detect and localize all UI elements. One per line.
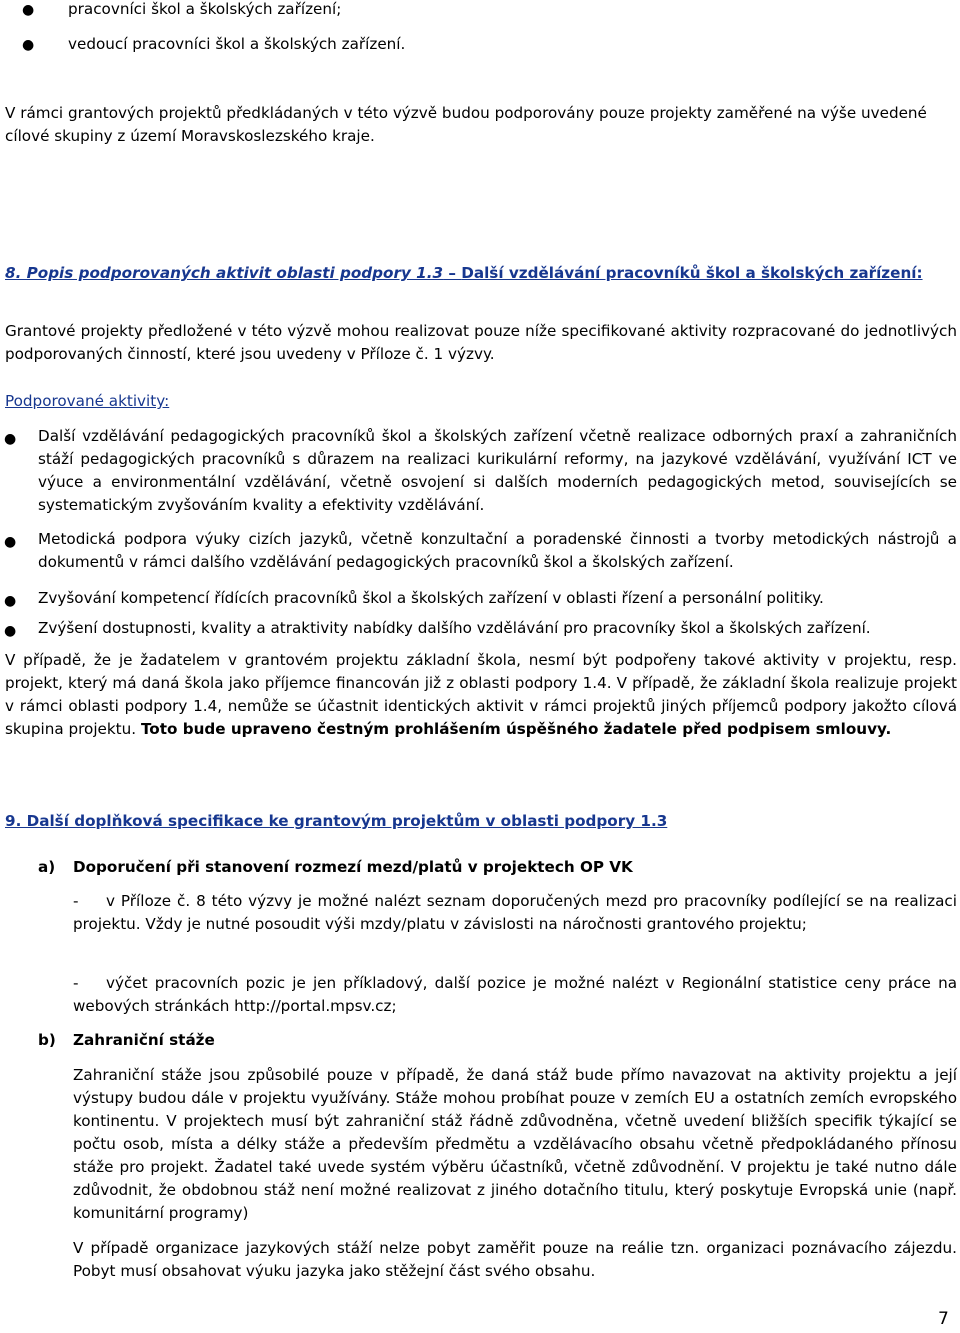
section-9-heading: 9. Další doplňková specifikace ke grantovým projektům v oblasti podpory 1.3 (5, 812, 668, 830)
subsection-a-item: v Příloze č. 8 této výzvy je možné nalézt seznam doporučených mezd pro pracovníky podílející se na realizaci projektu. Vždy je nutné posoudit výši mzdy/platu v závislosti na náročnosti grantového projektu; (73, 892, 957, 933)
bullet-marker: ● (4, 534, 17, 550)
activity-item: Zvyšování kompetencí řídících pracovníků škol a školských zařízení v oblasti řízení a personální politiky. (38, 589, 824, 607)
subsection-a-label: a) (38, 858, 56, 876)
bullet-marker: ● (22, 2, 35, 18)
bullet-item: pracovníci škol a školských zařízení; (68, 0, 342, 18)
subsection-a-title: Doporučení při stanovení rozmezí mezd/platů v projektech OP VK (73, 858, 633, 876)
bullet-marker: ● (4, 593, 17, 609)
closing-emphasis: Toto bude upraveno čestným prohlášením úspěšného žadatele před podpisem smlouvy. (140, 720, 892, 738)
bullet-marker: ● (4, 623, 17, 639)
subsection-a-item: výčet pracovních pozic je jen příkladový, další pozice je možné nalézt v Regionální statistice ceny práce na webových stránkách http://portal.mpsv.cz; (73, 974, 957, 1015)
section-8-paragraph: Grantové projekty předložené v této výzvě mohou realizovat pouze níže specifikované aktivity rozpracované do jednotlivých podporovaných činností, které jsou uvedeny v Příloze č. 1 výzvy. (5, 322, 957, 363)
section-8-heading-part1: 8. Popis podporovaných aktivit oblasti podpory 1.3 (5, 264, 444, 282)
section-8-heading-part2: Další vzdělávání pracovníků škol a školských zařízení: (461, 264, 923, 282)
subsection-b-paragraph: Zahraniční stáže jsou způsobilé pouze v případě, že daná stáž bude přímo navazovat na aktivity projektu a její výstupy budou dále v projektu využívány. Stáže mohou probíhat pouze v zemích EU a ostatních zemích evropského kontinentu. V projektech musí být zahraniční stáž řádně zdůvodněna, včetně uvedení bližších specifik týkající se počtu osob, místa a délky stáže a především předmětu a vzdělávacího obsahu včetně předpokládaného přínosu stáže pro projekt. Žadatel také uvede systém výběru účastníků, včetně zdůvodnění. V projektu je také nutno dále zdůvodnit, že obdobnou stáž není možné realizovat z jiného dotačního titulu, který poskytuje Evropská unie (např. komunitární programy) (73, 1066, 957, 1222)
section-8-closing-paragraph (5, 649, 957, 741)
section-8-heading-dash: – (443, 264, 462, 282)
activity-item: Metodická podpora výuky cizích jazyků, včetně konzultační a poradenské činnosti a tvorby metodických nástrojů a dokumentů v rámci dalšího vzdělávání pedagogických pracovníků škol a školských zařízení. (38, 530, 957, 571)
page-number: 7 (938, 1309, 949, 1329)
intro-paragraph: V rámci grantových projektů předkládaných v této výzvě budou podporovány pouze projekty zaměřené na výše uvedené cílové skupiny z území Moravskoslezského kraje. (5, 104, 927, 145)
activity-item: Zvýšení dostupnosti, kvality a atraktivity nabídky dalšího vzdělávání pro pracovníky škol a školských zařízení. (38, 619, 871, 637)
supported-activities-title: Podporované aktivity: (5, 392, 170, 410)
section-8-heading (5, 262, 957, 285)
subsection-b-label: b) (38, 1031, 56, 1049)
dash-marker: - (73, 974, 79, 992)
subsection-b-paragraph: V případě organizace jazykových stáží nelze pobyt zaměřit pouze na reálie tzn. organizaci poznávacího zájezdu. Pobyt musí obsahovat výuku jazyka jako stěžejní část svého obsahu. (73, 1239, 957, 1280)
activity-item: Další vzdělávání pedagogických pracovníků škol a školských zařízení včetně realizace odborných praxí a zahraničních stáží pedagogických pracovníků s důrazem na realizaci kurikulární reformy, na jazykové vzdělávání, využívání ICT ve výuce a environmentální vzdělávání, včetně osvojení si dalších moderních pedagogických metod, souvisejících se systematickým zvyšováním kvality a efektivity vzdělávání. (38, 427, 957, 514)
subsection-b-title: Zahraniční stáže (73, 1031, 215, 1049)
bullet-marker: ● (4, 431, 17, 447)
bullet-item: vedoucí pracovníci škol a školských zařízení. (68, 35, 406, 53)
bullet-marker: ● (22, 37, 35, 53)
closing-text: V případě, že je žadatelem v grantovém projektu základní škola, nesmí být podpořeny takové aktivity v projektu, resp. projekt, který má daná škola jako příjemce financován již z oblasti podpory 1.4. V případě, že základní škola realizuje projekt v rámci oblasti podpory 1.4, nemůže se účastnit identických aktivit v rámci projektů jiných příjemců podpory jakožto cílová skupina projektu. (5, 651, 957, 738)
dash-marker: - (73, 892, 79, 910)
